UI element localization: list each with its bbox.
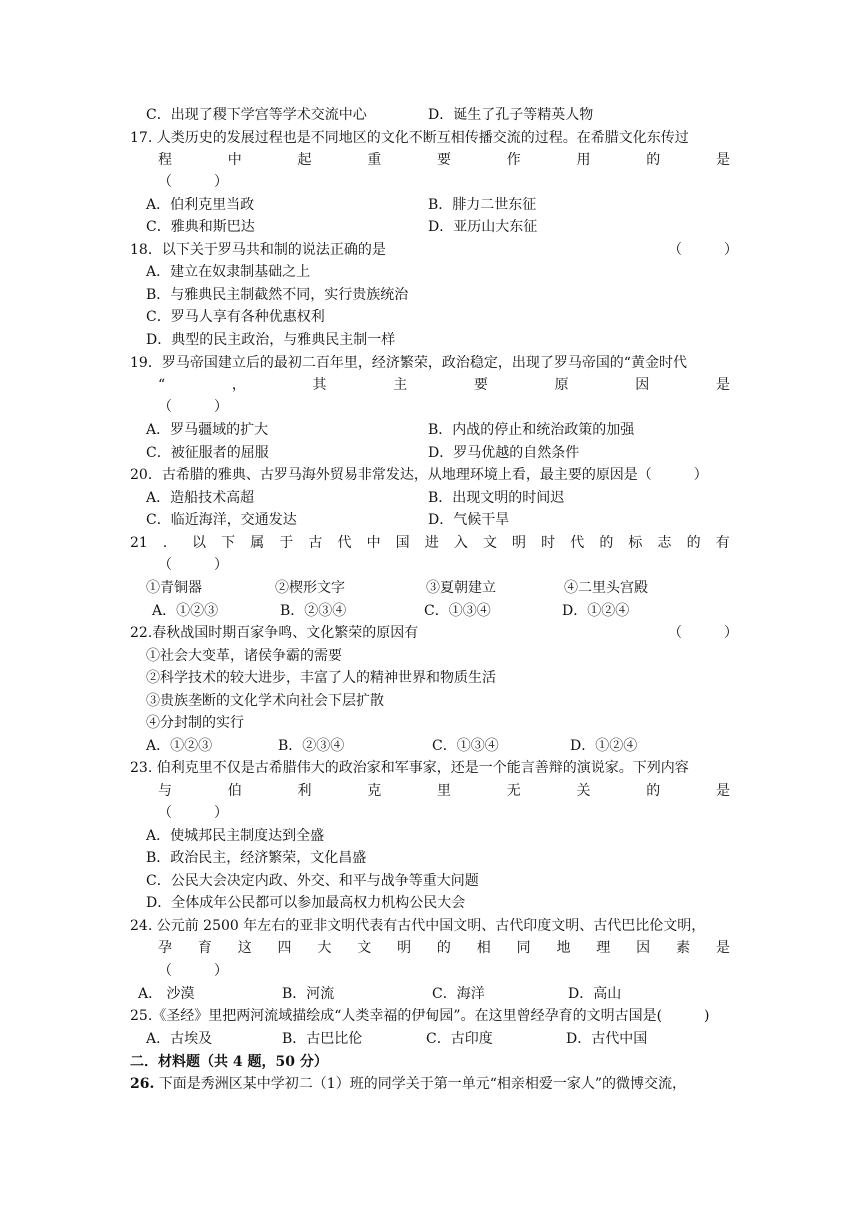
stem-word: 利 [297,783,312,799]
q22-item-4: ④分封制的实行 [146,715,244,731]
q21-item-1: ①青铜器 [146,580,202,596]
q22-item-1: ①社会大变革，诸侯争霸的需要 [146,648,342,664]
q18-option-d: D．典型的民主政治，与雅典民主制一样 [146,332,396,348]
stem-word: 关 [576,783,591,799]
q16-option-c: C．出现了稷下学宫等学术交流中心 [146,107,367,123]
q25-option-c: C．古印度 [426,1031,493,1047]
q19-stem-line1: 19．罗马帝国建立后的最初二百年里，经济繁荣，政治稳定，出现了罗马帝国的“黄金时代 [130,355,687,371]
stem-word: 的 [599,535,614,551]
q21-option-a: A．①②③ [152,603,219,619]
stem-word: 理 [596,940,611,956]
stem-word: 伯 [227,783,242,799]
q17-stem-line2 [158,150,730,170]
q23-stem-line1: 23. 伯利克里不仅是古希腊伟大的政治家和军事家，还是一个能言善辩的演说家。下列内容 [130,760,689,776]
stem-word: ， [231,377,246,393]
q20-option-d: D．气候干旱 [428,512,510,528]
stem-word: 作 [506,152,521,168]
stem-word: 的 [686,535,701,551]
stem-word: 素 [675,940,690,956]
stem-word: 志 [657,535,672,551]
q21-item-3: ③夏朝建立 [426,580,496,596]
q17-option-c: C．雅典和斯巴达 [146,219,255,235]
stem-word: 代 [337,535,352,551]
q21-option-c: C．①③④ [424,603,491,619]
stem-word: 无 [506,783,521,799]
stem-word: 的 [436,940,451,956]
stem-word: 以 [192,535,207,551]
q25-option-a: A．古埃及 [146,1031,213,1047]
q22-stem: 22.春秋战国时期百家争鸣、文化繁荣的原因有 [130,625,419,641]
q19-option-d: D．罗马优越的自然条件 [428,445,580,461]
q24-option-d: D．高山 [568,986,622,1002]
q22-item-2: ②科学技术的较大进步，丰富了人的精神世界和物质生活 [146,670,496,686]
q24-stem-line2 [158,938,730,958]
stem-word: 孕 [158,940,172,956]
stem-word: 育 [197,940,212,956]
q21-answer-paren: （ ） [158,557,228,573]
stem-word: 相 [476,940,491,956]
stem-word: 古 [308,535,323,551]
q24-option-c: C．海洋 [432,986,485,1002]
stem-word: 要 [473,377,488,393]
stem-word: 代 [570,535,585,551]
q19-option-a: A．罗马疆域的扩大 [146,422,269,438]
stem-word: 属 [250,535,265,551]
stem-word: 克 [367,783,382,799]
stem-word: 中 [227,152,242,168]
stem-word: 大 [317,940,332,956]
stem-word: 用 [576,152,591,168]
stem-word: 明 [512,535,527,551]
stem-word: 其 [312,377,327,393]
q17-option-d: D．亚历山大东征 [428,219,538,235]
q17-option-a: A．伯利克里当政 [146,197,255,213]
q22-option-b: B．②③④ [278,738,345,754]
q17-option-b: B．腓力二世东征 [428,197,537,213]
stem-word: 与 [158,783,172,799]
stem-word: 是 [716,152,730,168]
stem-word: 是 [716,783,730,799]
q19-answer-paren: （ ） [158,399,228,415]
q18-answer-paren: （ ） [668,242,738,258]
stem-word: 原 [554,377,569,393]
stem-word: 重 [367,152,382,168]
q18-option-c: C．罗马人享有各种优惠权利 [146,309,325,325]
q23-option-d: D．全体成年公民都可以参加最高权力机构公民大会 [146,895,466,911]
q21-option-d: D．①②④ [562,603,630,619]
q17-answer-paren: （ ） [158,174,228,190]
stem-word: ． [162,535,177,551]
stem-word: 是 [715,940,730,956]
q23-stem-line2 [158,781,730,801]
q25-stem: 25.《圣经》里把两河流域描绘成“人类幸福的伊甸园”。在这里曾经孕育的文明古国是( ) [130,1008,710,1024]
stem-word: 21 [130,535,148,551]
stem-word: 入 [453,535,468,551]
stem-word: 标 [628,535,643,551]
q21-stem [130,533,730,553]
q25-option-b: B．古巴比伦 [282,1031,363,1047]
stem-word: 下 [221,535,236,551]
section-2-title: 二．材料题（共 4 题，50 分） [130,1054,328,1070]
q21-option-b: B．②③④ [280,603,347,619]
q22-answer-paren: （ ） [668,625,738,641]
q20-stem: 20．古希腊的雅典、古罗马海外贸易非常发达，从地理环境上看，最主要的原因是（ ） [130,467,708,483]
stem-word: 文 [482,535,497,551]
q16-option-d: D．诞生了孔子等精英人物 [428,107,594,123]
q17-stem-line1: 17. 人类历史的发展过程也是不同地区的文化不断互相传播交流的过程。在希腊文化东传过 [130,130,689,146]
stem-word: 起 [297,152,312,168]
q22-option-a: A．①②③ [146,738,213,754]
q18-stem: 18．以下关于罗马共和制的说法正确的是 [130,242,386,258]
q19-option-b: B．内战的停止和统治政策的加强 [428,422,635,438]
q21-item-2: ②楔形文字 [275,580,345,596]
stem-word: 时 [541,535,556,551]
q21-item-4: ④二里头宫殿 [564,580,648,596]
q19-stem-line2 [158,375,730,395]
stem-word: 里 [437,783,451,799]
q24-option-b: B．河流 [282,986,335,1002]
stem-word: 这 [237,940,252,956]
q18-option-b: B．与雅典民主制截然不同，实行贵族统治 [146,287,409,303]
q22-item-3: ③贵族垄断的文化学术向社会下层扩散 [146,693,384,709]
q23-option-c: C．公民大会决定内政、外交、和平与战争等重大问题 [146,873,479,889]
q20-option-a: A．造船技术高超 [146,490,255,506]
stem-word: 国 [395,535,410,551]
q20-option-b: B．出现文明的时间迟 [428,490,565,506]
q26-number: 26. [130,1076,155,1092]
q24-answer-paren: （ ） [158,963,228,979]
q24-option-a: A． 沙漠 [138,986,195,1002]
q20-option-c: C．临近海洋，交通发达 [146,512,297,528]
q24-stem-line1: 24. 公元前 2500 年左右的亚非文明代表有古代中国文明、古代印度文明、古代巴比伦文明， [130,918,706,934]
stem-word: “ [158,377,166,393]
stem-word: 是 [715,377,730,393]
q22-option-c: C．①③④ [432,738,499,754]
stem-word: 的 [646,152,661,168]
stem-word: 要 [437,152,451,168]
stem-word: 进 [424,535,439,551]
q22-option-d: D．①②④ [570,738,638,754]
q25-option-d: D．古代中国 [566,1031,648,1047]
q23-answer-paren: （ ） [158,805,228,821]
q18-option-a: A．建立在奴隶制基础之上 [146,264,311,280]
q19-option-c: C．被征服者的屈服 [146,445,269,461]
stem-word: 主 [393,377,408,393]
stem-word: 程 [158,152,172,168]
q23-option-b: B．政治民主，经济繁荣，文化昌盛 [146,850,367,866]
q26-stem [130,1074,686,1094]
stem-word: 地 [556,940,571,956]
stem-word: 明 [397,940,412,956]
stem-word: 于 [279,535,294,551]
stem-word: 同 [516,940,531,956]
stem-word: 因 [636,940,651,956]
stem-word: 中 [366,535,381,551]
q26-stem-text: 下面是秀洲区某中学初二（1）班的同学关于第一单元“相亲相爱一家人”的微博交流， [154,1076,687,1092]
stem-word: 四 [277,940,292,956]
stem-word: 因 [635,377,650,393]
stem-word: 的 [646,783,661,799]
stem-word: 有 [715,535,730,551]
stem-word: 文 [357,940,372,956]
q23-option-a: A．使城邦民主制度达到全盛 [146,828,325,844]
